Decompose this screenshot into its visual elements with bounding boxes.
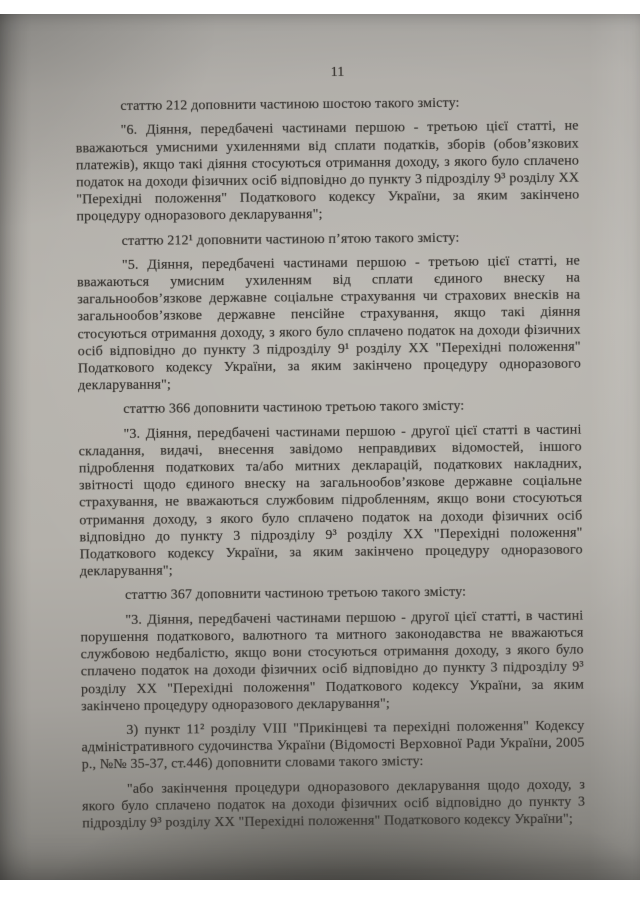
page-number: 11 (330, 64, 345, 80)
document-text-column (75, 62, 585, 840)
document-photo (0, 14, 640, 880)
amendment-paragraph-article-366: "3. Діяння, передбачені частинами першою - другої цієї статті в частині складання, видачі, внесення завідомо неправдивих відомостей, іншого підроблення податкових та/або митних декларацій, податкових накладних, звітності щодо єдиного внеску на загальнообов’язкове державне соціальне страхування, не вважаються службовим підробленням, якщо вони стосуються отримання доходу, з якого було сплачено податок на доходи фізичних осіб відповідно до пункту 3 підрозділу 9³ розділу XX "Перехідні положення" Податкового кодексу України, за яким закінчено процедуру одноразового декларування"; (78, 422, 583, 580)
amendment-heading-article-212-1: статтю 212¹ доповнити частиною п’ятою такого змісту: (121, 230, 460, 249)
amendment-heading-article-367: статтю 367 доповнити частиною третьою такого змісту: (125, 585, 467, 604)
amendment-item-3-admin-code: 3) пункт 11² розділу VIII "Прикінцеві та перехідні положення" Кодексу адміністративного судочинства України (Відомості Верховної Ради України, 2005 р., №№ 35-37, ст.446) доповнити словами такого змісту: (81, 718, 585, 773)
amendment-heading-article-366: статтю 366 доповнити частиною третьою такого змісту: (123, 399, 465, 418)
amendment-paragraph-article-212: "6. Діяння, передбачені частинами першою - третьою цієї статті, не вважаються умисними ухиленнями від сплати податків, зборів (обов’язкових платежів), якщо такі діяння стосуються отримання доходу, з якого було сплачено податок на доходи фізичних осіб відповідно до пункту 3 підрозділу 9³ розділу XX "Перехідні положення" Податкового кодексу України, за яким закінчено процедуру одноразового декларування"; (75, 118, 580, 225)
amendment-paragraph-article-212-1: "5. Діяння, передбачені частинами першою - третьою цієї статті, не вважаються умисним ухиленням від сплати єдиного внеску на загальнообов’язкове державне соціальне страхування чи страхових внесків на загальнообов’язкове державне пенсійне страхування, якщо такі діяння стосуються отримання доходу, з якого було сплачено податок на доходи фізичних осіб відповідно до пункту 3 підрозділу 9¹ розділу XX "Перехідні положення" Податкового кодексу України, за яким закінчено процедуру одноразового декларування"; (77, 253, 581, 394)
amendment-paragraph-article-367: "3. Діяння, передбачені частинами першою - другої цієї статті, в частині порушення податкового, валютного та митного законодавства не вважаються службовою недбалістю, якщо вони стосуються отримання доходу, з якого було сплачено податок на доходи фізичних осіб відповідно до пункту 3 підрозділу 9³ розділу XX "Перехідні положення" Податкового кодексу України, за яким закінчено процедуру одноразового декларування"; (80, 608, 585, 715)
amendment-heading-article-212: статтю 212 доповнити частиною шостою такого змісту: (120, 95, 460, 115)
amendment-quoted-words: "або закінчення процедури одноразового декларування щодо доходу, з якого було сплачено податок на доходи фізичних осіб відповідно до пункту 3 підрозділу 9³ розділу XX "Перехідні положення" Податкового кодексу України"; (82, 777, 586, 832)
